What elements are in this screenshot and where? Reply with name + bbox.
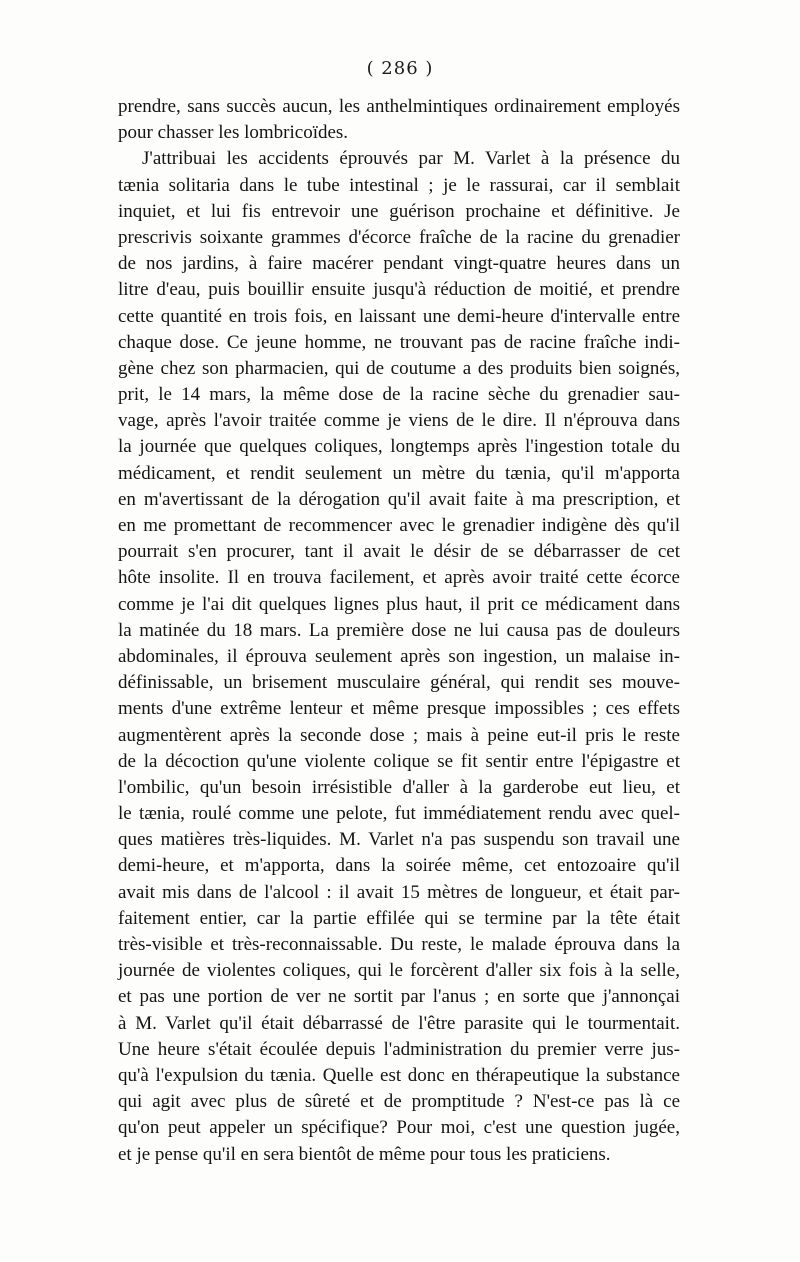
body-text [118,94,680,1168]
text-line: journée de violentes coliques, qui le forcèrent d'aller six fois à la selle, [118,960,680,982]
text-line: la matinée du 18 mars. La première dose ne lui causa pas de douleurs [118,619,680,641]
text-line: gène chez son pharmacien, qui de coutume a des produits bien soignés, [118,357,680,379]
text-line: l'ombilic, qu'un besoin irrésistible d'aller à la garderobe eut lieu, et [118,776,680,798]
text-line: médicament, et rendit seulement un mètre du tænia, qu'il m'apporta [118,462,680,484]
text-line: avait mis dans de l'alcool : il avait 15 mètres de longueur, et était par- [118,881,680,903]
text-line: qui agit avec plus de sûreté et de promptitude ? N'est-ce pas là ce [118,1091,680,1113]
text-line: prit, le 14 mars, la même dose de la racine sèche du grenadier sau- [118,384,680,406]
text-line: le tænia, roulé comme une pelote, fut immédiatement rendu avec quel- [118,803,680,825]
text-line: de nos jardins, à faire macérer pendant vingt-quatre heures dans un [118,253,680,275]
text-line: et je pense qu'il en sera bientôt de même pour tous les praticiens. [118,1143,611,1165]
text-line: inquiet, et lui fis entrevoir une guérison prochaine et définitive. Je [118,200,680,222]
text-line: à M. Varlet qu'il était débarrassé de l'être parasite qui le tourmentait. [118,1012,680,1034]
text-line: prendre, sans succès aucun, les anthelmintiques ordinairement employés [118,96,680,117]
text-line: ques matières très-liquides. M. Varlet n'a pas suspendu son travail une [118,829,680,851]
text-line: vage, après l'avoir traitée comme je viens de le dire. Il n'éprouva dans [118,410,680,432]
text-line: de la décoction qu'une violente colique se fit sentir entre l'épigastre et [118,750,680,772]
text-line: pour chasser les lombricoïdes. [118,122,349,144]
text-line: en m'avertissant de la dérogation qu'il avait faite à ma prescription, et [118,488,680,510]
text-line: qu'à l'expulsion du tænia. Quelle est donc en thérapeutique la substance [118,1064,680,1086]
text-line: litre d'eau, puis bouillir ensuite jusqu'à réduction de moitié, et prendre [118,279,680,301]
text-line: Une heure s'était écoulée depuis l'administration du premier verre jus- [118,1038,680,1060]
text-line: abdominales, il éprouva seulement après son ingestion, un malaise in- [118,645,680,667]
text-line: et pas une portion de ver ne sortit par l'anus ; en sorte que j'annonçai [118,986,680,1008]
text-line: très-visible et très-reconnaissable. Du reste, le malade éprouva dans la [118,934,680,955]
text-line: pourrait s'en procurer, tant il avait le désir de se débarrasser de cet [118,541,680,563]
text-line: la journée que quelques coliques, longtemps après l'ingestion totale du [118,436,680,458]
text-line: augmentèrent après la seconde dose ; mais à peine eut-il pris le reste [118,724,680,746]
text-line: hôte insolite. Il en trouva facilement, et après avoir traité cette écorce [118,567,680,589]
text-line: demi-heure, et m'apporta, dans la soirée même, cet entozoaire qu'il [118,855,680,877]
text-line: cette quantité en trois fois, en laissant une demi-heure d'intervalle entre [118,305,680,327]
text-line: tænia solitaria dans le tube intestinal ; je le rassurai, car il semblait [118,174,680,196]
text-line: en me promettant de recommencer avec le grenadier indigène dès qu'il [118,515,680,536]
text-line: comme je l'ai dit quelques lignes plus haut, il prit ce médicament dans [118,593,680,615]
text-line: prescrivis soixante grammes d'écorce fraîche de la racine du grenadier [118,226,680,248]
page-number: ( 286 ) [366,58,434,79]
text-line: J'attribuai les accidents éprouvés par M. Varlet à la présence du [142,148,680,170]
text-line: ments d'une extrême lenteur et même presque impossibles ; ces effets [118,698,680,720]
text-line: faitement entier, car la partie effilée qui se termine par la tête était [118,907,680,929]
text-line: définissable, un brisement musculaire général, qui rendit ses mouve- [118,672,680,694]
text-line: qu'on peut appeler un spécifique? Pour moi, c'est une question jugée, [118,1117,680,1139]
text-line: chaque dose. Ce jeune homme, ne trouvant pas de racine fraîche indi- [118,331,680,353]
